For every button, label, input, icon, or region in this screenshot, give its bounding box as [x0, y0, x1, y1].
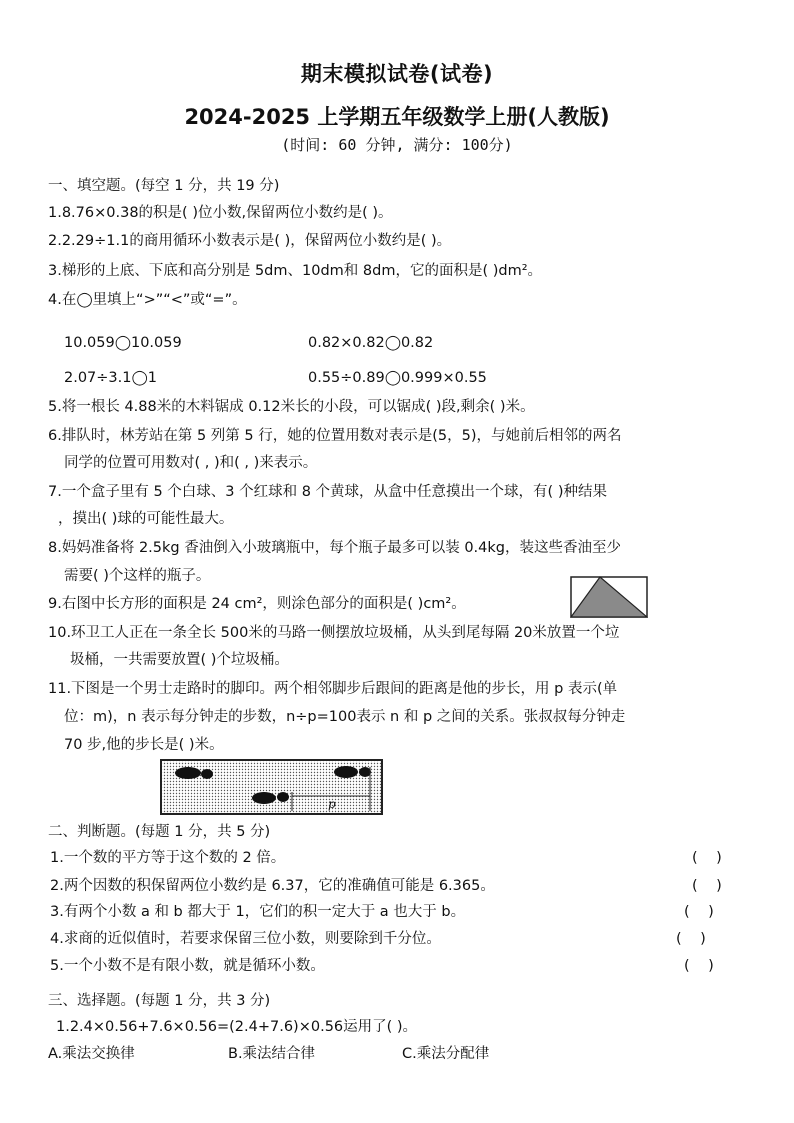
choice-option-b[interactable]: B.乘法结合律 — [228, 1046, 316, 1062]
section1-heading: 一、填空题。(每空 1 分，共 19 分) — [48, 178, 280, 194]
judge-blank-4[interactable]: ( ) — [676, 931, 706, 947]
question-1-11-line2: 位：m)，n 表示每分钟走的步数，n÷p=100表示 n 和 p 之间的关系。张叔叔每分钟走 — [64, 709, 626, 725]
judge-blank-5[interactable]: ( ) — [684, 958, 714, 974]
question-1-7-line2: ，摸出( )球的可能性最大。 — [58, 511, 234, 527]
choice-question-1: 1.2.4×0.56+7.6×0.56=(2.4+7.6)×0.56运用了( )。 — [56, 1019, 418, 1035]
footprint-icon — [175, 767, 201, 779]
question-1-5: 5.将一根长 4.88米的木料锯成 0.12米长的小段，可以锯成( )段,剩余( )米。 — [48, 399, 535, 415]
judge-item-3: 3.有两个小数 a 和 b 都大于 1，它们的积一定大于 a 也大于 b。 — [50, 904, 466, 920]
judge-blank-1[interactable]: ( ) — [692, 850, 722, 866]
question-1-11-line3: 70 步,他的步长是( )米。 — [64, 737, 224, 753]
judge-blank-3[interactable]: ( ) — [684, 904, 714, 920]
judge-item-1: 1.一个数的平方等于这个数的 2 倍。 — [50, 850, 286, 866]
choice-option-c[interactable]: C.乘法分配律 — [402, 1046, 490, 1062]
choice-option-a[interactable]: A.乘法交换律 — [48, 1046, 135, 1062]
question-1-2: 2.2.29÷1.1的商用循环小数表示是( )，保留两位小数约是( )。 — [48, 233, 452, 249]
footprint-icon — [334, 766, 358, 778]
question-1-7-line1: 7.一个盒子里有 5 个白球、3 个红球和 8 个黄球，从盒中任意摸出一个球，有( )种结果 — [48, 484, 607, 500]
question-1-10-line1: 10.环卫工人正在一条全长 500米的马路一侧摆放垃圾桶，从头到尾每隔 20米放置一个垃 — [48, 625, 620, 641]
judge-blank-2[interactable]: ( ) — [692, 878, 722, 894]
judge-item-4: 4.求商的近似值时，若要求保留三位小数，则要除到千分位。 — [50, 931, 441, 947]
question-1-4: 4.在◯里填上“>”“<”或“=”。 — [48, 292, 247, 308]
question-1-8-line2: 需要( )个这样的瓶子。 — [64, 568, 211, 584]
question-1-11-line1: 11.下图是一个男士走路时的脚印。两个相邻脚步后跟间的距离是他的步长，用 p 表示(单 — [48, 681, 618, 697]
judge-item-2: 2.两个因数的积保留两位小数约是 6.37，它的准确值可能是 6.365。 — [50, 878, 495, 894]
footprint-figure — [160, 759, 383, 815]
time-info: (时间: 60 分钟, 满分: 100分) — [281, 136, 513, 154]
compare-item-1: 10.059◯10.059 — [64, 335, 182, 351]
section3-heading: 三、选择题。(每题 1 分，共 3 分) — [48, 993, 271, 1009]
footprint-icon — [252, 792, 276, 804]
compare-item-2: 0.82×0.82◯0.82 — [308, 335, 434, 351]
question-1-10-line2: 圾桶，一共需要放置( )个垃圾桶。 — [70, 652, 289, 668]
rectangle-triangle-figure — [570, 576, 648, 618]
question-1-6-line2: 同学的位置可用数对( , )和( , )来表示。 — [64, 455, 318, 471]
exam-subtitle: 2024-2025 上学期五年级数学上册(人教版) — [184, 105, 610, 129]
judge-item-5: 5.一个小数不是有限小数，就是循环小数。 — [50, 958, 325, 974]
question-1-6-line1: 6.排队时，林芳站在第 5 列第 5 行，她的位置用数对表示是(5，5)，与她前后相邻的两名 — [48, 428, 622, 444]
compare-item-4: 0.55÷0.89◯0.999×0.55 — [308, 370, 487, 386]
compare-item-3: 2.07÷3.1◯1 — [64, 370, 157, 386]
section2-heading: 二、判断题。(每题 1 分，共 5 分) — [48, 824, 271, 840]
question-1-3: 3.梯形的上底、下底和高分别是 5dm、10dm和 8dm，它的面积是( )dm²。 — [48, 263, 543, 279]
question-1-8-line1: 8.妈妈准备将 2.5kg 香油倒入小玻璃瓶中，每个瓶子最多可以装 0.4kg，装这些香油至少 — [48, 540, 621, 556]
step-length-label: p — [328, 797, 336, 811]
question-1-1: 1.8.76×0.38的积是( )位小数,保留两位小数约是( )。 — [48, 205, 393, 221]
exam-title: 期末模拟试卷(试卷) — [300, 62, 494, 86]
question-1-9: 9.右图中长方形的面积是 24 cm²，则涂色部分的面积是( )cm²。 — [48, 596, 466, 612]
